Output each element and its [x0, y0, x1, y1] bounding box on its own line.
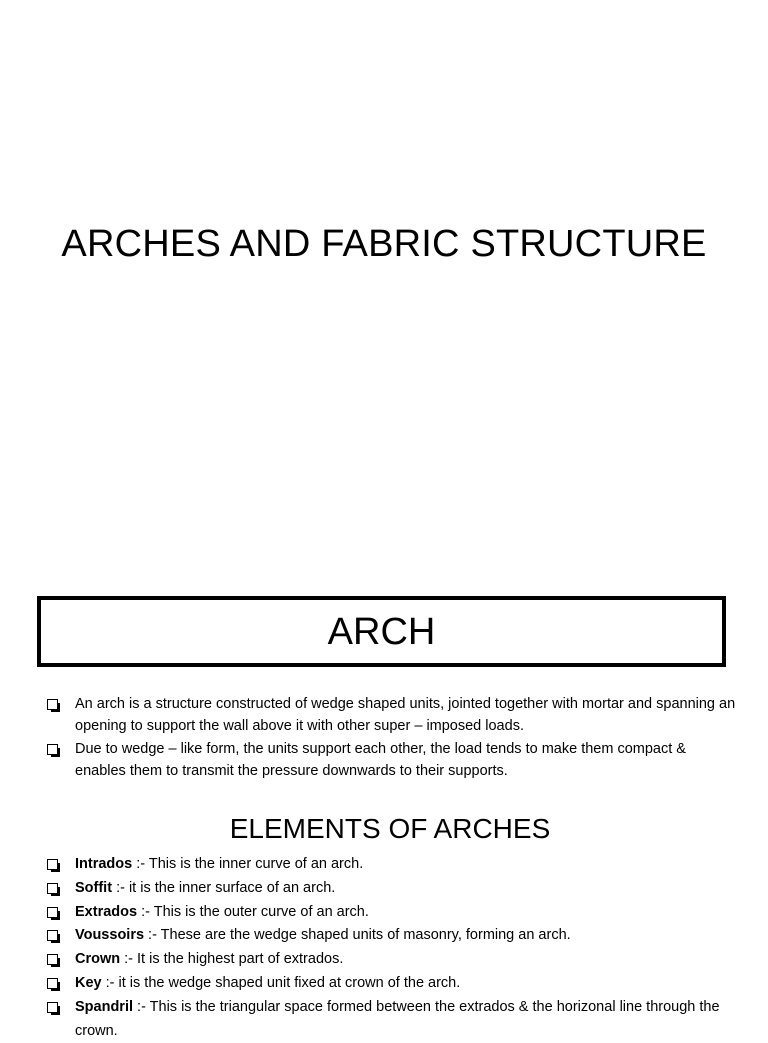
checkbox-bullet-icon: [47, 859, 58, 870]
list-item: [47, 924, 737, 948]
element-term: Key: [75, 974, 102, 991]
presentation-title: ARCHES AND FABRIC STRUCTURE: [61, 223, 707, 265]
checkbox-bullet-icon: [47, 930, 58, 941]
list-item: [47, 739, 737, 782]
elements-list: [47, 853, 737, 1043]
checkbox-bullet-icon: [47, 954, 58, 965]
element-term: Crown: [75, 951, 121, 968]
list-item: [47, 877, 737, 901]
list-item: [47, 996, 737, 1043]
checkbox-bullet-icon: [47, 883, 58, 894]
element-definition: :- This is the outer curve of an arch.: [137, 903, 369, 920]
checkbox-bullet-icon: [47, 744, 58, 755]
list-item: [47, 948, 737, 972]
element-term: Spandril: [75, 998, 134, 1015]
checkbox-bullet-icon: [47, 978, 58, 989]
list-item: [47, 694, 737, 737]
checkbox-bullet-icon: [47, 699, 58, 710]
checkbox-bullet-icon: [47, 907, 58, 918]
list-item: [47, 972, 737, 996]
element-definition: :- it is the inner surface of an arch.: [112, 879, 336, 896]
arch-slide-title: ARCH: [327, 610, 436, 653]
element-term: Soffit: [75, 879, 113, 896]
element-definition: :- This is the triangular space formed between the extrados & the horizonal line through the crown.: [75, 998, 720, 1039]
list-item: [47, 901, 737, 925]
checkbox-bullet-icon: [47, 1002, 58, 1013]
element-definition: :- This is the inner curve of an arch.: [132, 856, 364, 872]
element-definition: :- it is the wedge shaped unit fixed at crown of the arch.: [101, 974, 461, 991]
element-definition: :- It is the highest part of extrados.: [120, 951, 344, 968]
element-definition: :- These are the wedge shaped units of masonry, forming an arch.: [144, 927, 571, 944]
list-item: [47, 853, 737, 877]
bullet-text: Due to wedge – like form, the units support each other, the load tends to make them compact & enables them to transmit the pressure downwards to their supports.: [75, 741, 686, 779]
arch-title-box: [37, 596, 726, 667]
bullet-text: An arch is a structure constructed of wedge shaped units, jointed together with mortar and spanning an opening to support the wall above it with other super – imposed loads.: [75, 696, 736, 734]
arch-intro-list: [47, 694, 737, 784]
element-term: Voussoirs: [75, 927, 145, 944]
element-term: Intrados: [75, 856, 133, 872]
elements-heading: ELEMENTS OF ARCHES: [229, 813, 551, 844]
element-term: Extrados: [75, 903, 138, 920]
arch-slide: [0, 576, 768, 1039]
